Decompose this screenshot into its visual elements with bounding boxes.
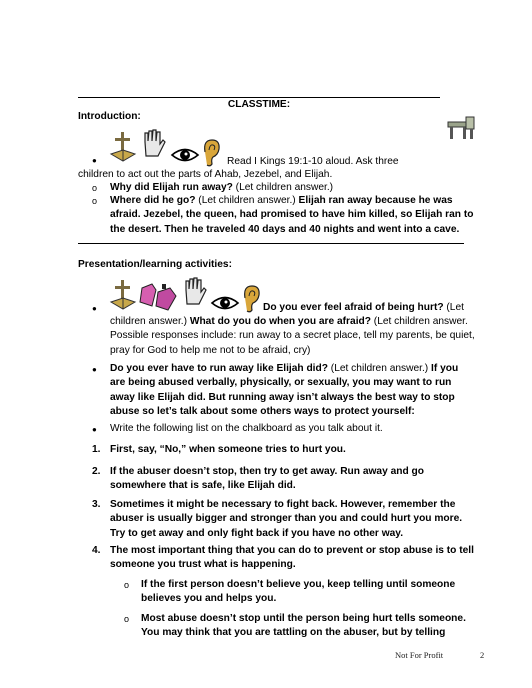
cross-bible-icon [108,278,138,312]
circle-bullet: o [124,580,130,590]
question-text: Why did Elijah run away? [110,182,233,193]
sub-list-line: If the first person doesn’t believe you, keep telling until someone [141,579,456,590]
list-item [110,498,462,541]
afraid-note: (Let [443,302,464,313]
bullet: ● [92,304,97,313]
list-item [110,544,474,573]
sub-list-item [141,578,455,607]
run-away-note: (Let children answer.) [327,363,432,374]
sub-list-line: You may think that you are tattling on the abuser, but by telling [141,627,446,639]
presentation-label: Presentation/learning activities: [78,259,232,270]
responses-line: Possible responses include: run away to a secret place, tell my parents, be quiet, [110,330,475,342]
sub-list-item [141,612,466,641]
question-note: (Let children answer.) [195,195,299,206]
sub-list-line: believes you and helps you. [141,593,277,605]
list-number: 1. [92,444,101,455]
question-note: (Let children answer.) [232,182,334,193]
list-line: someone you trust what is happening. [110,559,296,571]
run-away-text: If you [431,363,459,374]
afraid-paragraph [110,315,475,358]
eye-icon [210,294,240,312]
afraid-note: children answer.) [110,316,190,327]
list-line: somewhere that is safe, like Elijah did. [110,480,296,492]
run-away-text: abuse so let’s talk about some others ways to protect yourself: [110,406,415,418]
run-away-text: are being abused verbally, physically, or sexually, you may want to run [110,377,452,389]
bullet: ● [92,425,97,434]
hand-icon [140,128,166,158]
answer-line: afraid. Jezebel, the queen, had promised to have him killed, so Elijah ran to [110,209,474,221]
cross-bible-icon [108,130,138,164]
eye-icon [170,146,200,164]
what-do-you-do-question: What do you do when you are afraid? [189,316,371,327]
ear-icon [241,284,261,314]
page-number: 2 [480,650,485,660]
hand-icon [181,276,207,306]
list-line: Sometimes it might be necessary to fight back. However, remember the [110,499,456,510]
clothes-icon [138,282,178,312]
sub-list-line: Most abuse doesn’t stop until the person being hurt tells someone. [141,613,466,624]
answer-line: Elijah ran away because he was [298,195,453,206]
circle-bullet: o [92,196,98,206]
read-scripture-text: Read I Kings 19:1-10 aloud. Ask three [227,156,399,167]
circle-bullet: o [124,614,130,624]
footer-note: Not For Profit [395,650,444,660]
answer-line: the desert. Then he traveled 40 days and 40 nights and went into a cave. [110,223,460,235]
bullet: ● [92,365,97,374]
list-number: 4. [92,545,101,556]
afraid-note: (Let children answer. [370,316,468,327]
list-line: abuser is usually bigger and stronger than you and could hurt you more. [110,513,463,525]
list-item [110,465,424,494]
question-text: Where did he go? [110,195,196,206]
afraid-question-line1 [263,301,464,315]
bullet: ● [92,156,97,165]
run-away-text: away like Elijah did. But running away isn’t always the best way to stop [110,391,455,403]
chalkboard-instruction: Write the following list on the chalkboard as you talk about it. [110,423,383,434]
classroom-desk-icon [446,114,476,142]
list-line: First, say, “No,” when someone tries to hurt you. [110,444,346,455]
run-away-paragraph [110,362,458,420]
responses-line: pray for God to help me not to be afraid, cry) [110,344,311,356]
list-item [110,443,346,457]
question-where-go [110,194,520,237]
list-number: 3. [92,499,101,510]
ear-icon [201,138,221,168]
introduction-label: Introduction: [78,111,141,122]
section-rule [78,243,464,244]
list-line: If the abuser doesn’t stop, then try to get away. Run away and go [110,466,424,477]
list-number: 2. [92,466,101,477]
afraid-question: Do you ever feel afraid of being hurt? [263,302,444,313]
list-line: Try to get away and only fight back if you have no other way. [110,527,404,539]
circle-bullet: o [92,183,98,193]
classtime-heading: CLASSTIME: [227,99,291,110]
list-line: The most important thing that you can do to prevent or stop abuse is to tell [110,545,474,556]
run-away-question: Do you ever have to run away like Elijah did? [110,363,328,374]
read-scripture-continuation: children to act out the parts of Ahab, Jezebel, and Elijah. [78,169,333,180]
